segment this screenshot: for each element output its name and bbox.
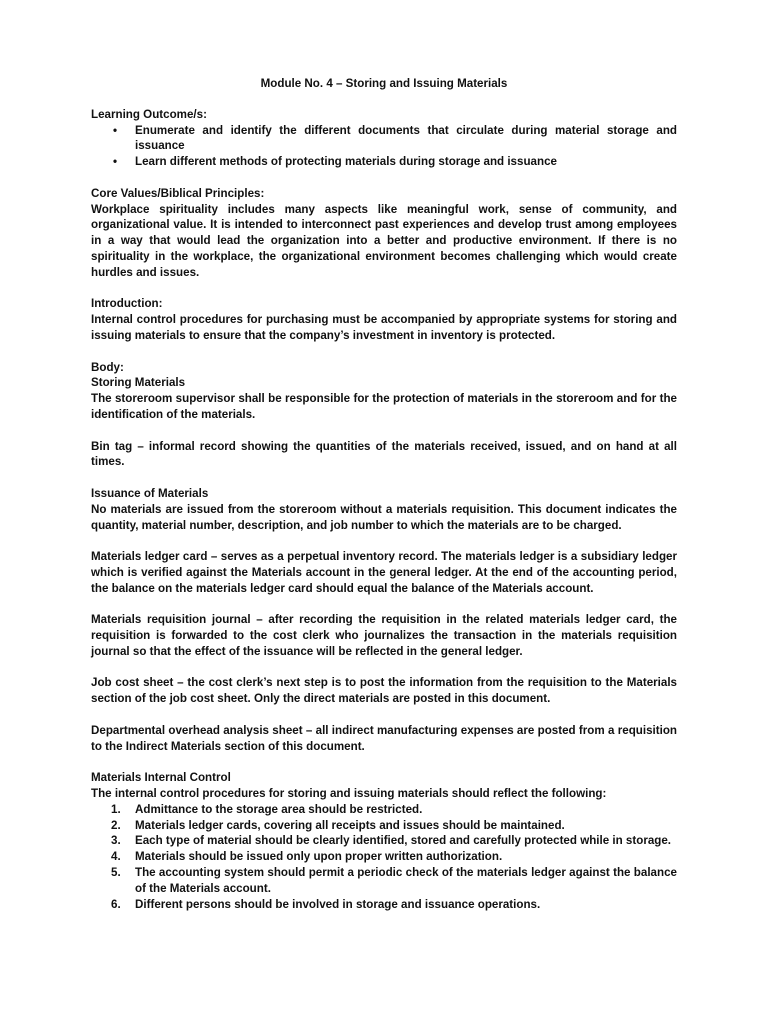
list-item: 3. Each type of material should be clearly identified, stored and carefully protected while in storage. xyxy=(111,834,672,848)
introduction-text: Internal control procedures for purchasing must be accompanied by appropriate systems for storing and issuing materials to ensure that the company’s investment in inventory is protected. xyxy=(91,313,677,342)
job-cost-sheet-text: Job cost sheet – the cost clerk’s next step is to post the information from the requisition to the Materials section of the job cost sheet. Only the direct materials are posted in this document. xyxy=(91,676,677,706)
internal-control-heading: Materials Internal Control xyxy=(91,771,231,785)
core-values-text: Workplace spirituality includes many aspects like meaningful work, sense of community, and organizational value. It is intended to interconnect past experiences and develop trust among employees in a way that would lead the organization into a better and productive environment. If there is no spirituality in the workplace, the organizational environment becomes challenging which would create hurdles and issues. xyxy=(91,202,677,279)
list-item: 5. The accounting system should permit a periodic check of the materials ledger against the balance of the Materials account. xyxy=(111,866,677,895)
list-item: • Enumerate and identify the different documents that circulate during material storage and issuance xyxy=(113,123,677,153)
requisition-journal-text: Materials requisition journal – after recording the requisition in the related materials ledger card, the requisition is forwarded to the cost clerk who journalizes the transaction in the materials requisition journal so that the effect of the issuance will be reflected in the general ledger. xyxy=(91,613,677,658)
page-title: Module No. 4 – Storing and Issuing Materials xyxy=(260,77,508,90)
bullet-icon: • xyxy=(113,155,118,169)
learning-outcomes-heading: Learning Outcome/s: xyxy=(91,107,207,121)
storing-materials-text: The storeroom supervisor shall be responsible for the protection of materials in the storeroom and for the identification of the materials. xyxy=(91,392,677,421)
learning-outcomes-list xyxy=(91,123,677,170)
list-item: 6. Different persons should be involved in storage and issuance operations. xyxy=(111,897,541,911)
overhead-sheet-text: Departmental overhead analysis sheet – all indirect manufacturing expenses are posted from a requisition to the Indirect Materials section of this document. xyxy=(91,723,677,753)
core-values-heading: Core Values/Biblical Principles: xyxy=(91,186,265,200)
issuance-heading: Issuance of Materials xyxy=(91,486,209,500)
bin-tag-text: Bin tag – informal record showing the quantities of the materials received, issued, and on hand at all times. xyxy=(91,439,677,469)
introduction-heading: Introduction: xyxy=(91,297,163,311)
body-heading: Body: xyxy=(91,360,124,374)
list-item: 1. Admittance to the storage area should be restricted. xyxy=(111,802,423,816)
ledger-card-text: Materials ledger card – serves as a perpetual inventory record. The materials ledger is a subsidiary ledger which is verified against the Materials account in the general ledger. At the end of the accounting period, the balance on the materials ledger card should equal the balance of the Materials account. xyxy=(91,550,677,595)
internal-control-list xyxy=(91,802,677,913)
bullet-icon: • xyxy=(113,123,118,137)
storing-materials-heading: Storing Materials xyxy=(91,376,186,390)
list-item: • Learn different methods of protecting materials during storage and issuance xyxy=(113,155,557,169)
issuance-text: No materials are issued from the storeroom without a materials requisition. This document indicates the quantity, material number, description, and job number to which the materials are to be charged. xyxy=(91,502,677,532)
list-item: 2. Materials ledger cards, covering all receipts and issues should be maintained. xyxy=(111,818,565,832)
internal-control-intro: The internal control procedures for storing and issuing materials should reflect the following: xyxy=(91,787,607,801)
list-item: 4. Materials should be issued only upon proper written authorization. xyxy=(111,850,503,864)
